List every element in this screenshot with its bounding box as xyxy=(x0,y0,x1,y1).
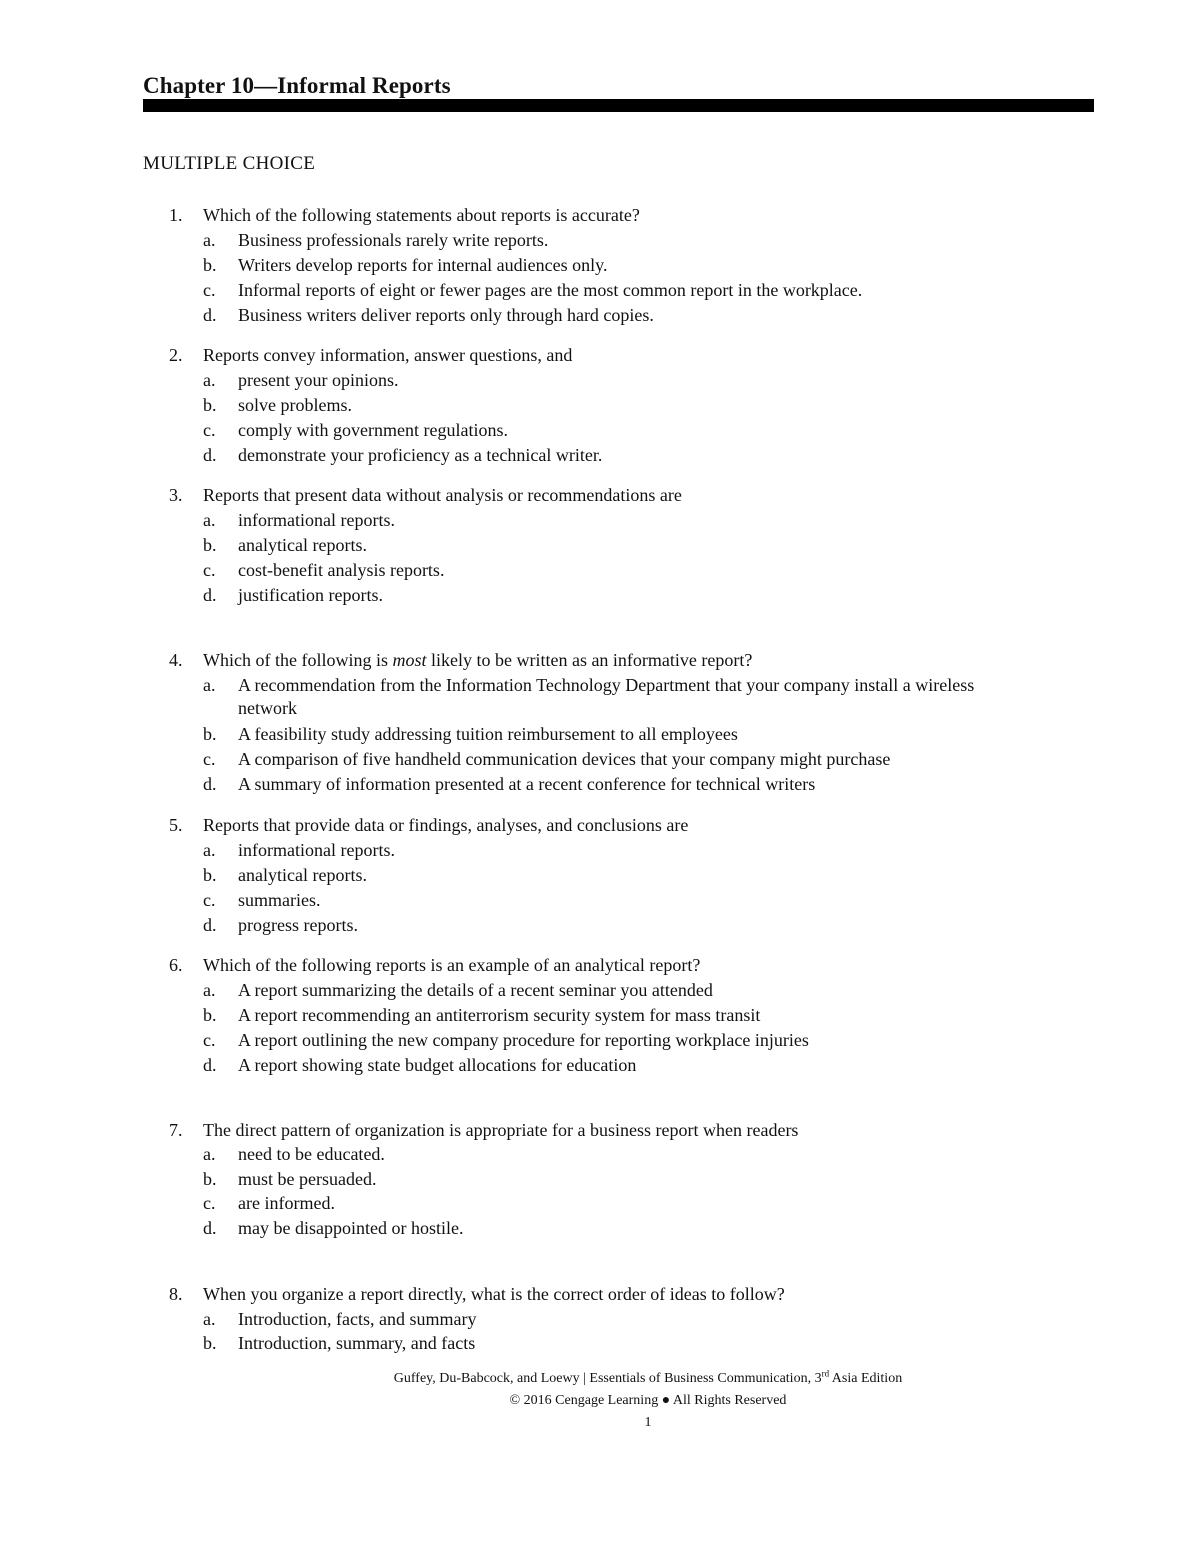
question-text: When you organize a report directly, what is the correct order of ideas to follow? xyxy=(203,1284,785,1304)
option-text: A summary of information presented at a recent conference for technical writers xyxy=(238,774,816,794)
question-number: 1. xyxy=(169,205,183,225)
option-text: progress reports. xyxy=(238,915,358,935)
option-text: Informal reports of eight or fewer pages are the most common report in the workplace. xyxy=(238,280,863,300)
question-text: Reports that present data without analysis or recommendations are xyxy=(203,485,682,505)
question-number: 5. xyxy=(169,815,183,835)
option-letter: a. xyxy=(203,675,216,695)
option-letter: c. xyxy=(203,560,216,580)
question-number: 3. xyxy=(169,485,183,505)
question-emphasis: most xyxy=(392,650,427,670)
footer-edition: Asia Edition xyxy=(829,1371,903,1386)
option-text: need to be educated. xyxy=(238,1144,385,1164)
question-number: 4. xyxy=(169,650,183,670)
option-text: analytical reports. xyxy=(238,535,367,555)
title-rule xyxy=(143,99,1094,112)
option-letter: d. xyxy=(203,774,217,794)
option-letter: b. xyxy=(203,1005,217,1025)
option-text: comply with government regulations. xyxy=(238,420,508,440)
question-text xyxy=(203,649,752,672)
option-text: cost-benefit analysis reports. xyxy=(238,560,445,580)
option-letter: a. xyxy=(203,230,216,250)
option-text: A comparison of five handheld communication devices that your company might purchase xyxy=(238,749,891,769)
question-text: Which of the following statements about reports is accurate? xyxy=(203,205,640,225)
footer-edition-superscript: rd xyxy=(821,1368,830,1379)
option-text: present your opinions. xyxy=(238,370,399,390)
option-text: Writers develop reports for internal audiences only. xyxy=(238,255,608,275)
option-letter: a. xyxy=(203,510,216,530)
option-text: justification reports. xyxy=(238,585,383,605)
option-text: A feasibility study addressing tuition reimbursement to all employees xyxy=(238,724,738,744)
section-heading: MULTIPLE CHOICE xyxy=(143,153,316,174)
footer-authors: Guffey, Du-Babcock, and Loewy | Essentials of Business Communication, 3 xyxy=(393,1371,822,1386)
option-text: A report showing state budget allocations for education xyxy=(238,1055,637,1075)
option-text: A report summarizing the details of a recent seminar you attended xyxy=(238,980,713,1000)
option-letter: b. xyxy=(203,395,217,415)
option-letter: a. xyxy=(203,1144,216,1164)
option-letter: a. xyxy=(203,840,216,860)
option-text: summaries. xyxy=(238,890,321,910)
option-text: Introduction, facts, and summary xyxy=(238,1309,477,1329)
footer-citation xyxy=(0,1368,1200,1387)
option-text: A report recommending an antiterrorism security system for mass transit xyxy=(238,1005,761,1025)
option-text: demonstrate your proficiency as a technical writer. xyxy=(238,445,603,465)
question-number: 8. xyxy=(169,1284,183,1304)
option-text: Business professionals rarely write reports. xyxy=(238,230,549,250)
option-text: informational reports. xyxy=(238,510,395,530)
option-letter: d. xyxy=(203,915,217,935)
option-text: informational reports. xyxy=(238,840,395,860)
option-letter: b. xyxy=(203,865,217,885)
question-number: 2. xyxy=(169,345,183,365)
option-letter: d. xyxy=(203,1218,217,1238)
option-text: solve problems. xyxy=(238,395,352,415)
option-letter: b. xyxy=(203,1333,217,1353)
question-text: Which of the following reports is an example of an analytical report? xyxy=(203,955,701,975)
question-text-start: Which of the following is xyxy=(203,650,393,670)
option-text: A report outlining the new company procedure for reporting workplace injuries xyxy=(238,1030,809,1050)
option-text: A recommendation from the Information Technology Department that your company install a wireless network xyxy=(238,675,975,718)
option-letter: d. xyxy=(203,445,217,465)
option-letter: c. xyxy=(203,1193,216,1213)
question-text: Reports convey information, answer questions, and xyxy=(203,345,573,365)
option-text: Business writers deliver reports only through hard copies. xyxy=(238,305,654,325)
footer-copyright: © 2016 Cengage Learning ● All Rights Reserved xyxy=(509,1393,787,1408)
option-text: Introduction, summary, and facts xyxy=(238,1333,476,1353)
option-letter: b. xyxy=(203,255,217,275)
chapter-title: Chapter 10—Informal Reports xyxy=(143,73,451,98)
option-letter: c. xyxy=(203,280,216,300)
option-letter: c. xyxy=(203,890,216,910)
option-letter: a. xyxy=(203,370,216,390)
option-letter: d. xyxy=(203,305,217,325)
question-text: The direct pattern of organization is appropriate for a business report when readers xyxy=(203,1120,799,1140)
option-letter: c. xyxy=(203,1030,216,1050)
option-letter: d. xyxy=(203,1055,217,1075)
option-letter: b. xyxy=(203,1169,217,1189)
question-text: Reports that provide data or findings, analyses, and conclusions are xyxy=(203,815,689,835)
option-letter: b. xyxy=(203,535,217,555)
option-text: may be disappointed or hostile. xyxy=(238,1218,464,1238)
option-letter: d. xyxy=(203,585,217,605)
question-number: 6. xyxy=(169,955,183,975)
question-number: 7. xyxy=(169,1120,183,1140)
option-letter: a. xyxy=(203,980,216,1000)
option-text: analytical reports. xyxy=(238,865,367,885)
option-letter: c. xyxy=(203,749,216,769)
option-text: are informed. xyxy=(238,1193,335,1213)
option-text: must be persuaded. xyxy=(238,1169,377,1189)
option-letter: c. xyxy=(203,420,216,440)
question-text-end: likely to be written as an informative report? xyxy=(426,650,753,670)
option-letter: b. xyxy=(203,724,217,744)
page-number: 1 xyxy=(644,1415,652,1430)
option-letter: a. xyxy=(203,1309,216,1329)
